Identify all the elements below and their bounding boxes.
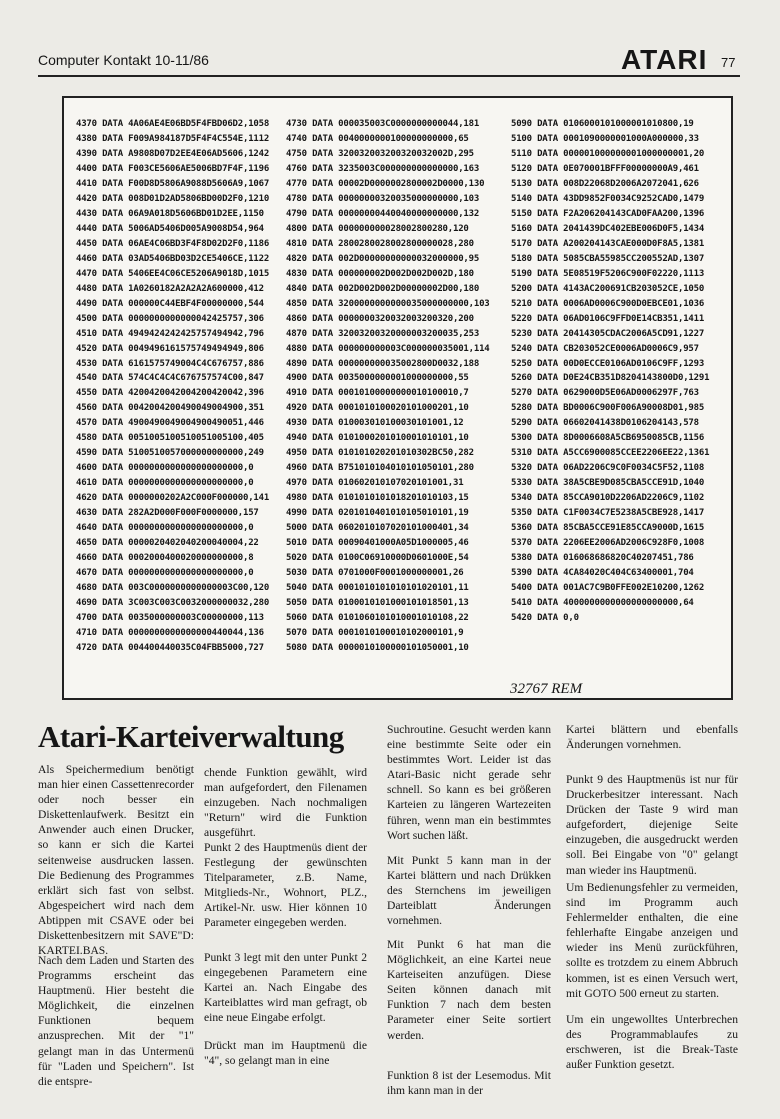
listing-line: 4680 DATA 003C0000000000000003C00,120 [76, 583, 270, 594]
listing-line: 5240 DATA CB203052CE0006AD0006C9,957 [511, 343, 699, 354]
listing-line: 4860 DATA 0000000320032003200320,200 [286, 313, 474, 324]
listing-line: 5250 DATA 00D0ECCE0106AD0106C9FF,1293 [511, 358, 705, 369]
listing-line: 4880 DATA 000000000003C000000035001,114 [286, 343, 490, 354]
listing-line: 5080 DATA 0000010100000101050001,10 [286, 642, 469, 653]
listing-line: 5100 DATA 0001090000001000A000000,33 [511, 133, 699, 144]
listing-line: 5090 DATA 0106000101000001010800,19 [511, 119, 694, 129]
listing-line: 4400 DATA F003CE5606AE5006BD7F4F,1196 [76, 163, 270, 174]
listing-line: 4490 DATA 000000C44EBF4F00000000,544 [76, 298, 264, 309]
listing-line: 4500 DATA 0000000000000042425757,306 [76, 313, 264, 324]
listing-line: 4380 DATA F009A984187D5F4F4C554E,1112 [76, 133, 270, 144]
listing-line: 4790 DATA 00000000440040000000000,132 [286, 208, 480, 219]
listing-line: 5210 DATA 0006AD0006C900D0EBCE01,1036 [511, 298, 705, 309]
article-paragraph: Kartei blättern und ebenfalls Änderungen vornehmen. [566, 723, 738, 752]
listing-line: 4920 DATA 0001010100020101000201,10 [286, 403, 469, 414]
listing-line: 5010 DATA 00090401000A05D1000005,46 [286, 538, 469, 549]
listing-line: 4550 DATA 4200420042004200420042,396 [76, 388, 264, 399]
listing-line: 4740 DATA 0040000000100000000000,65 [286, 133, 469, 144]
header-rule [38, 75, 740, 77]
listing-line: 4650 DATA 0000020402040200040004,22 [76, 538, 259, 549]
article-paragraph: Punkt 9 des Hauptmenüs ist nur für Druckerbesitzer interessant. Nach Drücken der Taste 9 wird man aufgefordert, diejenige Seite einzugeben, die ausgedruckt werden soll. Bei Eingabe von "0" gelangt man wieder ins Hauptmenü. [566, 773, 738, 877]
listing-line: 4980 DATA 0101010101018201010103,15 [286, 493, 469, 504]
listing-line: 5300 DATA 8D0006608A5CB6950085CB,1156 [511, 433, 705, 444]
listing-line: 4460 DATA 03AD5406BD03D2CE5406CE,1122 [76, 253, 270, 264]
listing-line: 4410 DATA F00D8D5806A9088D5606A9,1067 [76, 178, 270, 189]
article-paragraph: Nach dem Laden und Starten des Programms erscheint das Hauptmenü. Hier besteht die Möglichkeit, die einzelnen Funktionen bequem anzusprechen. Mit der "1" gelangt man in das Untermenü für "Laden und Speichern". Ist die entspre- [38, 954, 194, 1088]
listing-line: 4800 DATA 000000000028002800280,120 [286, 223, 469, 234]
listing-line: 5390 DATA 4CA84020C404C63400001,704 [511, 568, 694, 579]
listing-line: 4610 DATA 0000000000000000000000,0 [76, 478, 254, 489]
listing-line: 4470 DATA 5406EE4C06CE5206A9018D,1015 [76, 268, 270, 279]
listing-line: 5260 DATA D0E24CB351D8204143800D0,1291 [511, 373, 710, 384]
listing-line: 5380 DATA 016068686820C40207451,786 [511, 553, 694, 564]
listing-line: 4670 DATA 0000000000000000000000,0 [76, 568, 254, 579]
listing-line: 4840 DATA 002D002D002D00000002D00,180 [286, 283, 480, 294]
listing-line: 4530 DATA 6161575749004C4C676757,886 [76, 358, 264, 369]
listing-line: 4640 DATA 0000000000000000000000,0 [76, 523, 254, 534]
listing-line: 4970 DATA 010602010107020101001,31 [286, 478, 464, 489]
listing-line: 5110 DATA 000001000000001000000001,20 [511, 148, 705, 159]
listing-line: 4570 DATA 4900490049004900490051,446 [76, 418, 264, 429]
article-paragraph: Punkt 3 legt mit den unter Punkt 2 eingegebenen Parametern eine Kartei an. Nach Eingabe des Karteiblattes wird man gefragt, ob eine neue Eingabe erfolgt. [204, 951, 367, 1025]
article-paragraph: chende Funktion gewählt, wird man aufgefordert, den Filenamen einzugeben. Nach nochmaligen "Return" wird die Funktion ausgeführt. [204, 766, 367, 840]
listing-line: 5420 DATA 0,0 [511, 612, 579, 623]
listing-column-3 [511, 117, 709, 626]
listing-line: 5000 DATA 0602010107020101000401,34 [286, 523, 469, 534]
listing-line: 5350 DATA C1F0034C7E5238A5CBE928,1417 [511, 508, 705, 519]
listing-line: 4930 DATA 010003010100030101001,12 [286, 418, 464, 429]
listing-line: 4870 DATA 32003200320000003200035,253 [286, 328, 480, 339]
listing-line: 4600 DATA 0000000000000000000000,0 [76, 463, 254, 474]
listing-line: 4990 DATA 0201010401010105010101,19 [286, 508, 469, 519]
listing-line: 5040 DATA 0001010101010101020101,11 [286, 583, 469, 594]
magazine-issue: Computer Kontakt 10-11/86 [38, 52, 209, 68]
listing-line: 4900 DATA 0035000000001000000000,55 [286, 373, 469, 384]
listing-line: 4910 DATA 00010100000000010100010,7 [286, 388, 469, 399]
listing-line: 4450 DATA 06AE4C06BD3F4F8D02D2F0,1186 [76, 238, 270, 249]
listing-line: 4520 DATA 0049496161575749494949,806 [76, 343, 264, 354]
listing-line: 5120 DATA 0E070001BFFF00000000A9,461 [511, 163, 699, 174]
listing-line: 4660 DATA 0002000400020000000000,8 [76, 553, 254, 564]
listing-line: 5130 DATA 008D22068D2006A2072041,626 [511, 178, 699, 189]
listing-line: 4430 DATA 06A9A018D5606BD01D2EE,1150 [76, 208, 264, 219]
page-number: 77 [721, 55, 736, 70]
listing-line: 4710 DATA 0000000000000000440044,136 [76, 627, 264, 638]
listing-line: 4770 DATA 00002D0000002800002D0000,130 [286, 178, 485, 189]
listing-line: 5280 DATA BD0006C900F006A90008D01,985 [511, 403, 705, 414]
listing-line: 4540 DATA 574C4C4C4C676757574C00,847 [76, 373, 264, 384]
article-paragraph: Punkt 2 des Hauptmenüs dient der Festlegung der gewünschten Titelparameter, z.B. Name, Mitglieds-Nr., Wohnort, PLZ., Artikel-Nr. usw. Hier können 10 Parameter eingegeben werden. [204, 841, 367, 930]
listing-line: 4750 DATA 320032003200320032002D,295 [286, 148, 474, 159]
listing-line: 4850 DATA 3200000000000035000000000,103 [286, 298, 490, 309]
listing-line: 4370 DATA 4A06AE4E06BD5F4FBD06D2,1058 [76, 119, 270, 129]
article-paragraph: Um Bedienungsfehler zu vermeiden, sind im Programm auch Fehlermelder enthalten, die eine fehlerhafte Eingabe anzeigen und wieder ins Menü zurückführen, sollte es trotzdem zu einem Abbruch kommen, ist es einen Versuch wert, mit GOTO 500 erneut zu starten. [566, 881, 738, 1000]
listing-line: 5160 DATA 2041439DC402EBE006D0F5,1434 [511, 223, 705, 234]
program-listing [62, 96, 733, 700]
listing-line: 5310 DATA A5CC6900085CCEE2206EE22,1361 [511, 448, 710, 459]
listing-line: 4720 DATA 004400440035C04FBB5000,727 [76, 642, 264, 653]
brand-logo-text: ATARI [621, 44, 708, 75]
listing-column-1 [76, 117, 269, 656]
listing-line: 4940 DATA 0101000201010001010101,10 [286, 433, 469, 444]
article-title: Atari-Karteiverwaltung [38, 719, 344, 754]
listing-line: 5270 DATA 0629000D5E06AD0006297F,763 [511, 388, 699, 399]
listing-line: 4960 DATA B751010104010101050101,280 [286, 463, 474, 474]
listing-line: 5340 DATA 85CCA9010D2206AD2206C9,1102 [511, 493, 705, 504]
listing-line: 4820 DATA 002D00000000000032000000,95 [286, 253, 480, 264]
listing-line: 5050 DATA 0100010101000101018501,13 [286, 598, 469, 608]
listing-line: 5400 DATA 001AC7C9B0FFE002E10200,1262 [511, 583, 705, 594]
listing-line: 5150 DATA F2A206204143CAD0FAA200,1396 [511, 208, 705, 219]
listing-line: 5360 DATA 85CBA5CCE91E85CCA9000D,1615 [511, 523, 705, 534]
listing-line: 5180 DATA 5085CBA55985CC200552AD,1307 [511, 253, 705, 264]
listing-column-2 [286, 117, 490, 656]
listing-line: 4810 DATA 2800280028002800000028,280 [286, 238, 474, 249]
article-paragraph: Suchroutine. Gesucht werden kann eine bestimmte Seite oder ein bestimmtes Wort. Leider ist das Atari-Basic nicht gerade sehr schnell. So kann es bei größeren Karteien zu längeren Wartezeiten führen, wenn man ein bestimmtes Wort suchen läßt. [387, 723, 551, 842]
listing-line: 5410 DATA 4000000000000000000000,64 [511, 598, 694, 608]
listing-line: 5200 DATA 4143AC200691CB203052CE,1050 [511, 283, 705, 294]
listing-line: 4480 DATA 1A0260182A2A2A2A600000,412 [76, 283, 264, 294]
article-paragraph: Mit Punkt 6 hat man die Möglichkeit, an eine Kartei neue Karteiseiten anzufügen. Diese Seiten können danach mit Funktion 7 nach dem besten Parameter einer Seite sortiert werden. [387, 938, 551, 1042]
listing-line: 4700 DATA 0035000000003C00000000,113 [76, 612, 264, 623]
listing-line: 5230 DATA 20414305CDAC2006A5CD91,1227 [511, 328, 705, 339]
listing-line: 4390 DATA A9808D07D2EE4E06AD5606,1242 [76, 148, 270, 159]
listing-line: 5020 DATA 0100C06910000D0601000E,54 [286, 553, 469, 564]
article-paragraph: Um ein ungewolltes Unterbrechen des Programmablaufes zu erschweren, ist die Break-Taste außer Funktion gesetzt. [566, 1013, 738, 1072]
listing-line: 5060 DATA 0101060101010001010108,22 [286, 612, 469, 623]
listing-line: 4630 DATA 282A2D000F000F0000000,157 [76, 508, 259, 519]
listing-line: 4620 DATA 0000000202A2C000F000000,141 [76, 493, 270, 504]
article-paragraph: Funktion 8 ist der Lesemodus. Mit ihm kann man in der [387, 1069, 551, 1098]
article-paragraph: Drückt man im Hauptmenü die "4", so gelangt man in eine [204, 1039, 367, 1068]
listing-line: 4440 DATA 5006AD5406D005A9008D54,964 [76, 223, 264, 234]
listing-line: 5170 DATA A200204143CAE000D0F8A5,1381 [511, 238, 705, 249]
listing-line: 5290 DATA 06602041438D0106204143,578 [511, 418, 699, 429]
listing-line: 4780 DATA 00000000320035000000000,103 [286, 193, 480, 204]
listing-line: 4690 DATA 3C003C003C0032000000032,280 [76, 598, 270, 608]
listing-line: 5220 DATA 06AD0106C9FFD0E14CB351,1411 [511, 313, 705, 324]
handwritten-rem-line: 32767 REM [510, 681, 583, 697]
listing-line: 5030 DATA 0701000F0001000000001,26 [286, 568, 464, 579]
listing-line: 4560 DATA 0042004200490049004900,351 [76, 403, 264, 414]
listing-line: 4950 DATA 010101020201010302BC50,282 [286, 448, 474, 459]
listing-line: 4510 DATA 4949424242425757494942,796 [76, 328, 264, 339]
listing-line: 5140 DATA 43DD9852F0034C9252CAD0,1479 [511, 193, 705, 204]
listing-line: 5320 DATA 06AD2206C9C0F0034C5F52,1108 [511, 463, 705, 474]
listing-line: 5190 DATA 5E08519F5206C900F02220,1113 [511, 268, 705, 279]
listing-line: 4590 DATA 5100510057000000000000,249 [76, 448, 264, 459]
listing-line: 5330 DATA 38A5CBE9D085CBA5CCE91D,1040 [511, 478, 705, 489]
listing-line: 4760 DATA 3235003C000000000000000,163 [286, 163, 480, 174]
page-header [38, 44, 738, 75]
listing-line: 5370 DATA 2206EE2006AD2006C928F0,1008 [511, 538, 705, 549]
listing-line: 4890 DATA 000000000035002800D0032,188 [286, 358, 480, 369]
listing-line: 4420 DATA 008D01D2AD5806BD00D2F0,1210 [76, 193, 270, 204]
listing-line: 4730 DATA 000035003C0000000000044,181 [286, 119, 480, 129]
listing-line: 4580 DATA 0051005100510051005100,405 [76, 433, 264, 444]
article-paragraph: Mit Punkt 5 kann man in der Kartei blättern und nach Drükken des Sternchens im jeweiligen Darteiblatt Änderungen vornehmen. [387, 854, 551, 928]
article-paragraph: Als Speichermedium benötigt man hier einen Cassettenrecorder oder noch besser ein Diskettenlaufwerk. Besitzt ein Anwender auch einen Drucker, so kann er sich die Kartei seitenweise ausdrucken lassen. Die Bedienung des Programmes erklärt sich fast von selbst. Abgespeichert wird nach dem Abtippen mit CSAVE oder bei Diskettenbesitzern mit SAVE"D: KARTEI.BAS. [38, 763, 194, 958]
listing-line: 5070 DATA 0001010100010102000101,9 [286, 627, 464, 638]
listing-line: 4830 DATA 000000002D002D002D002D,180 [286, 268, 474, 279]
